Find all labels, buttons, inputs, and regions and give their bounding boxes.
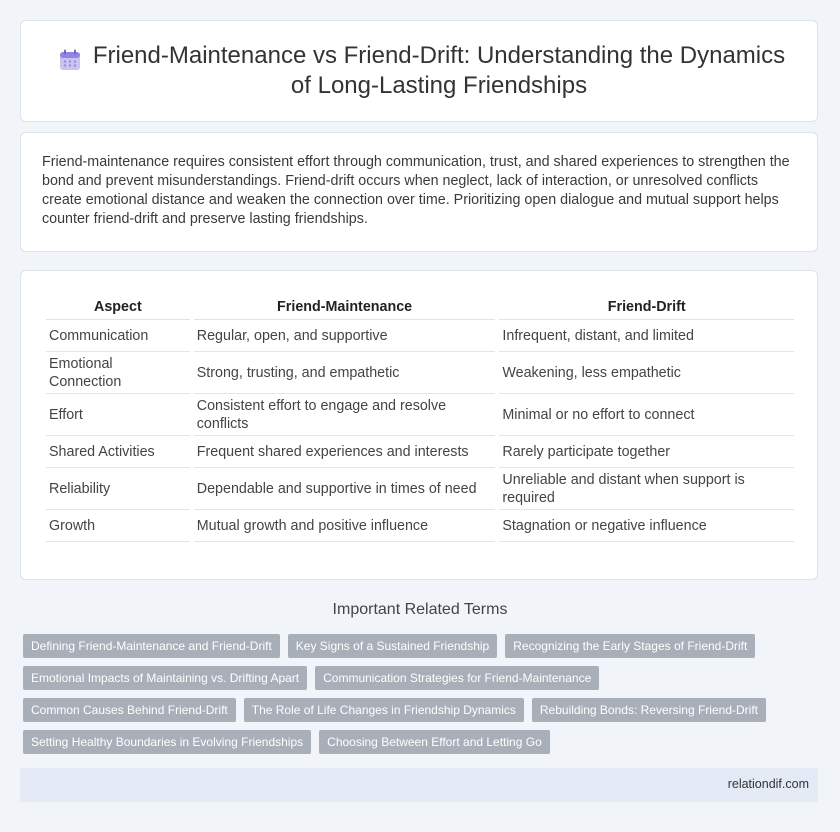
comparison-table xyxy=(42,295,798,542)
table-cell: Unreliable and distant when support is required xyxy=(499,468,794,510)
related-terms-list xyxy=(23,634,823,762)
table-cell: Communication xyxy=(46,320,190,352)
table-cell: Rarely participate together xyxy=(499,436,794,468)
table-cell: Effort xyxy=(46,394,190,436)
table-cell: Stagnation or negative influence xyxy=(499,510,794,542)
comparison-card xyxy=(20,270,818,580)
related-terms-heading: Important Related Terms xyxy=(332,601,508,618)
table-cell: Strong, trusting, and empathetic xyxy=(194,352,496,394)
table-cell: Mutual growth and positive influence xyxy=(194,510,496,542)
column-header: Friend-Drift xyxy=(499,295,794,320)
related-term-tag[interactable]: Key Signs of a Sustained Friendship xyxy=(288,634,497,658)
footer xyxy=(20,768,818,802)
related-term-tag[interactable]: The Role of Life Changes in Friendship Dynamics xyxy=(244,698,524,722)
table-cell: Consistent effort to engage and resolve conflicts xyxy=(194,394,496,436)
table-cell: Reliability xyxy=(46,468,190,510)
related-term-tag[interactable]: Recognizing the Early Stages of Friend-Drift xyxy=(505,634,755,658)
table-row xyxy=(46,352,794,394)
table-cell: Emotional Connection xyxy=(46,352,190,394)
title-card xyxy=(20,20,818,122)
table-cell: Weakening, less empathetic xyxy=(499,352,794,394)
related-term-tag[interactable]: Choosing Between Effort and Letting Go xyxy=(319,730,550,754)
related-term-tag[interactable]: Emotional Impacts of Maintaining vs. Drifting Apart xyxy=(23,666,307,690)
table-cell: Infrequent, distant, and limited xyxy=(499,320,794,352)
intro-card xyxy=(20,132,818,252)
intro-paragraph: Friend-maintenance requires consistent effort through communication, trust, and shared experiences to strengthen the bond and prevent misunderstandings. Friend-drift occurs when neglect, lack of interaction, or unresolved conflicts create emotional distance and weaken the connection over time. Prioritizing open dialogue and mutual support helps counter friend-drift and preserve lasting friendships. xyxy=(42,154,790,227)
table-cell: Minimal or no effort to connect xyxy=(499,394,794,436)
table-row xyxy=(46,510,794,542)
related-term-tag[interactable]: Rebuilding Bonds: Reversing Friend-Drift xyxy=(532,698,766,722)
table-cell: Regular, open, and supportive xyxy=(194,320,496,352)
table-row xyxy=(46,394,794,436)
related-term-tag[interactable]: Common Causes Behind Friend-Drift xyxy=(23,698,236,722)
column-header: Aspect xyxy=(46,295,190,320)
column-header: Friend-Maintenance xyxy=(194,295,496,320)
footer-site-link[interactable]: relationdif.com xyxy=(727,777,809,791)
related-term-tag[interactable]: Communication Strategies for Friend-Maintenance xyxy=(315,666,599,690)
related-term-tag[interactable]: Defining Friend-Maintenance and Friend-Drift xyxy=(23,634,280,658)
related-term-tag[interactable]: Setting Healthy Boundaries in Evolving Friendships xyxy=(23,730,311,754)
table-row xyxy=(46,320,794,352)
table-header-row xyxy=(46,295,794,320)
page-title: Friend-Maintenance vs Friend-Drift: Understanding the Dynamics of Long-Lasting Friendships xyxy=(92,42,786,99)
table-cell: Growth xyxy=(46,510,190,542)
table-cell: Shared Activities xyxy=(46,436,190,468)
table-row xyxy=(46,468,794,510)
calendar-icon xyxy=(59,49,81,71)
table-cell: Dependable and supportive in times of need xyxy=(194,468,496,510)
table-row xyxy=(46,436,794,468)
table-cell: Frequent shared experiences and interests xyxy=(194,436,496,468)
